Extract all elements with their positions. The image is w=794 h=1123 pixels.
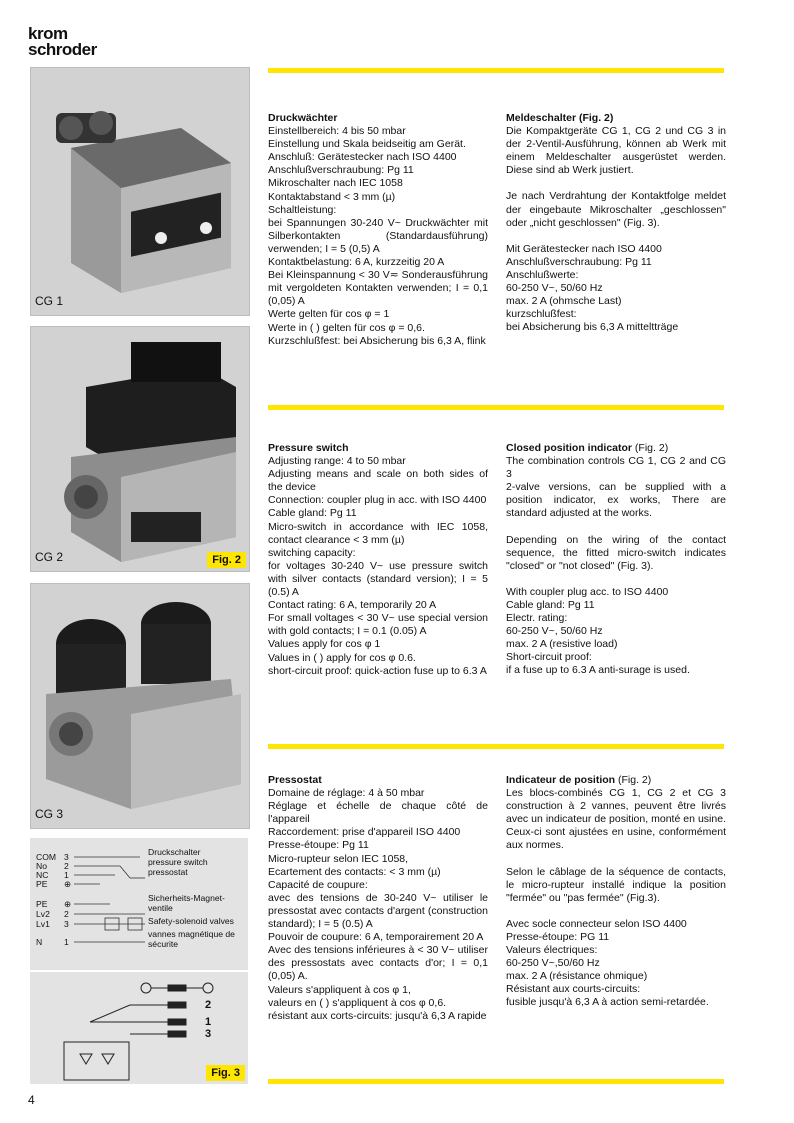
section-body: Avec socle connecteur selon ISO 4400 Presse-étoupe: PG 11 Valeurs électriques: 60-250 V~,50/60 Hz max. 2 A (résistance ohmique) Résistant aux courts-circuits: fusible jusqu'à 6,3 A à action semi-retardée. [506, 917, 709, 1009]
section-body: Mit Gerätestecker nach ISO 4400 Anschlußverschraubung: Pg 11 Anschlußwerte: 60-250 V~, 50/60 Hz max. 2 A (ohmsche Last) kurzschlußfest: bei Absicherung bis 6,3 A mitteltträge [506, 242, 679, 334]
terminal-lv1: Lv1 [36, 919, 50, 929]
terminal-number: ⊕ [64, 899, 72, 909]
section-body: The combination controls CG 1, CG 2 and CG 3 2-valve versions, can be supplied with a position indicator, ex works, There are standard adjusted at the works. [506, 455, 726, 520]
photo-caption: CG 3 [35, 807, 64, 821]
section-body: Je nach Verdrahtung der Kontaktfolge meldet der eingebaute Mikroschalter „geschlossen" oder „nicht geschlossen" (Fig. 3). [506, 190, 726, 229]
photo-caption: CG 1 [35, 294, 64, 308]
heading-text: Closed position indicator [506, 442, 633, 454]
page-number: 4 [28, 1093, 35, 1107]
section-heading: Pressostat [268, 774, 322, 786]
section-heading [506, 774, 726, 787]
section-heading: Meldeschalter (Fig. 2) [506, 112, 614, 124]
terminal-number: 1 [64, 870, 69, 880]
brand-line-2: schroder [28, 40, 97, 59]
valve-cg1-illustration [31, 68, 249, 315]
de-pressure-switch [268, 112, 488, 348]
section-body: Einstellbereich: 4 bis 50 mbar Einstellung und Skala beidseitig am Gerät. Anschluß: Gerätestecker nach ISO 4400 Anschlußverschraubung: Pg 11 Mikroschalter nach IEC 1058 Kontaktabstand < 3 mm (µ) Schaltleistung: bei Spannungen 30-240 V~ Druckwächter mit Silberkontakten (Standardausführung) verwenden; I = 5 (0,5) A Kontaktbelastung: 6 A, kurzzeitig 20 A Bei Kleinspannung < 30 V≂ Sonderausführung mit vergoldeten Kontakten verwenden; I = 0,1 (0,05) A Werte gelten für cos φ = 1 Werte in ( ) gelten für cos φ = 0,6. Kurzschlußfest: bei Absicherung bis 6,3 A, flink [268, 125, 488, 347]
fr-pressure-switch [268, 774, 488, 1023]
brand-line-1: krom [28, 24, 68, 43]
section-body: Adjusting range: 4 to 50 mbar Adjusting means and scale on both sides of the device Connection: coupler plug in acc. with ISO 4400 Cable gland: Pg 11 Micro-switch in accordance with IEC 1058, contact clearance < 3 mm (µ) switching capacity: for voltages 30-240 V~ use pressure switch with silver contacts (standard version); I = 5 (0.5) A Contact rating: 6 A, temporarily 20 A For small voltages < 30 V~ use special version with gold contacts; I = 0.1 (0.05) A Values apply for cos φ 1 Values in ( ) apply for cos φ 0.6. short-circuit proof: quick-action fuse up to 6.3 A [268, 455, 488, 677]
fig3-terminal-3: 3 [205, 1028, 212, 1040]
valve-label: Safety-solenoid valves [148, 916, 234, 926]
valve-label: Sicherheits-Magnet- [148, 893, 225, 903]
valve-cg2-illustration [31, 327, 249, 571]
section-body: Domaine de réglage: 4 à 50 mbar Réglage et échelle de chaque côté de l'appareil Raccordement: prise d'appareil ISO 4400 Presse-étoupe: Pg 11 Micro-rupteur selon IEC 1058, Ecartement des contacts: < 3 mm (µ) Capacité de coupure: avec des tensions de 30-240 V~ utiliser le pressostat avec contacts d'argent (construction standard); I = 5 (0.5) A Pouvoir de coupure: 6 A, temporairement 20 A Avec des tensions inférieures à < 30 V~ utiliser des pressostats avec contacts d'or; I = 0,1 (0,05) A. Valeurs s'appliquent à cos φ 1, valeurs en ( ) s'appliquent à cos φ 0,6. résistant aux corts-circuits: jusqu'à 6,3 A rapide [268, 787, 488, 1022]
section-heading: Pressure switch [268, 442, 349, 454]
wiring-diagram [30, 838, 248, 970]
terminal-number: 2 [64, 861, 69, 871]
figure-3 [30, 972, 248, 1084]
fr-position-indicator [506, 774, 726, 1010]
photo-cg1 [30, 67, 250, 316]
terminal-lv2: Lv2 [36, 909, 50, 919]
switch-label: pressure switch [148, 857, 208, 867]
terminal-number: 3 [64, 852, 69, 862]
valve-label: sécurite [148, 939, 179, 949]
figure-tag: Fig. 2 [207, 552, 246, 568]
section-rule [268, 1079, 724, 1084]
wiring-lines [30, 838, 248, 970]
terminal-number: 2 [64, 909, 69, 919]
heading-suffix: (Fig. 2) [615, 774, 652, 786]
valve-label: ventile [148, 903, 173, 913]
section-body: Depending on the wiring of the contact sequence, the fitted micro-switch indicates "closed" or "not closed" (Fig. 3). [506, 533, 726, 572]
photo-cg3 [30, 583, 250, 829]
section-body: With coupler plug acc. to ISO 4400 Cable gland: Pg 11 Electr. rating: 60-250 V~, 50/60 Hz max. 2 A (resistive load) Short-circuit proof: if a fuse up to 6.3 A anti-surage is used. [506, 585, 690, 677]
en-pressure-switch [268, 442, 488, 678]
photo-cg2 [30, 326, 250, 572]
brand-logo [28, 26, 97, 58]
section-rule [268, 68, 724, 73]
terminal-com: COM [36, 852, 57, 862]
section-body: Selon le câblage de la séquence de contacts, le micro-rupteur installé indique la position "fermée" ou "pas fermée" (Fig.3). [506, 865, 726, 904]
section-body: Die Kompaktgeräte CG 1, CG 2 und CG 3 in der 2-Ventil-Ausführung, können ab Werk mit einem Meldeschalter ausgerüstet werden. Diese sind ab Werk justiert. [506, 125, 726, 177]
terminal-nc: NC [36, 870, 49, 880]
valve-cg3-illustration [31, 584, 249, 828]
heading-suffix: (Fig. 2) [632, 442, 669, 454]
terminal-pe: PE [36, 879, 48, 889]
section-rule [268, 744, 724, 749]
switch-label: Druckschalter [148, 847, 201, 857]
section-heading: Druckwächter [268, 112, 338, 124]
valve-label: vannes magnétique de [148, 929, 235, 939]
terminal-number: 3 [64, 919, 69, 929]
figure-tag: Fig. 3 [206, 1065, 245, 1081]
section-body: Les blocs-combinés CG 1, CG 2 et CG 3 construction à 2 vannes, peuvent être livrés avec un indicateur de position, monté en usine. Ceux-ci sont ajustées en usine, conformément aux normes. [506, 787, 726, 852]
section-rule [268, 405, 724, 410]
section-heading [506, 442, 726, 455]
terminal-no: No [36, 861, 47, 871]
photo-caption: CG 2 [35, 550, 64, 564]
de-position-indicator [506, 112, 726, 334]
terminal-pe: PE [36, 899, 48, 909]
terminal-number: ⊕ [64, 879, 72, 889]
fig3-terminal-1: 1 [205, 1016, 212, 1028]
switch-label: pressostat [148, 867, 188, 877]
fig3-terminal-2: 2 [205, 999, 212, 1011]
en-position-indicator [506, 442, 726, 678]
terminal-n: N [36, 937, 43, 947]
terminal-number: 1 [64, 937, 69, 947]
heading-text: Indicateur de position [506, 774, 616, 786]
